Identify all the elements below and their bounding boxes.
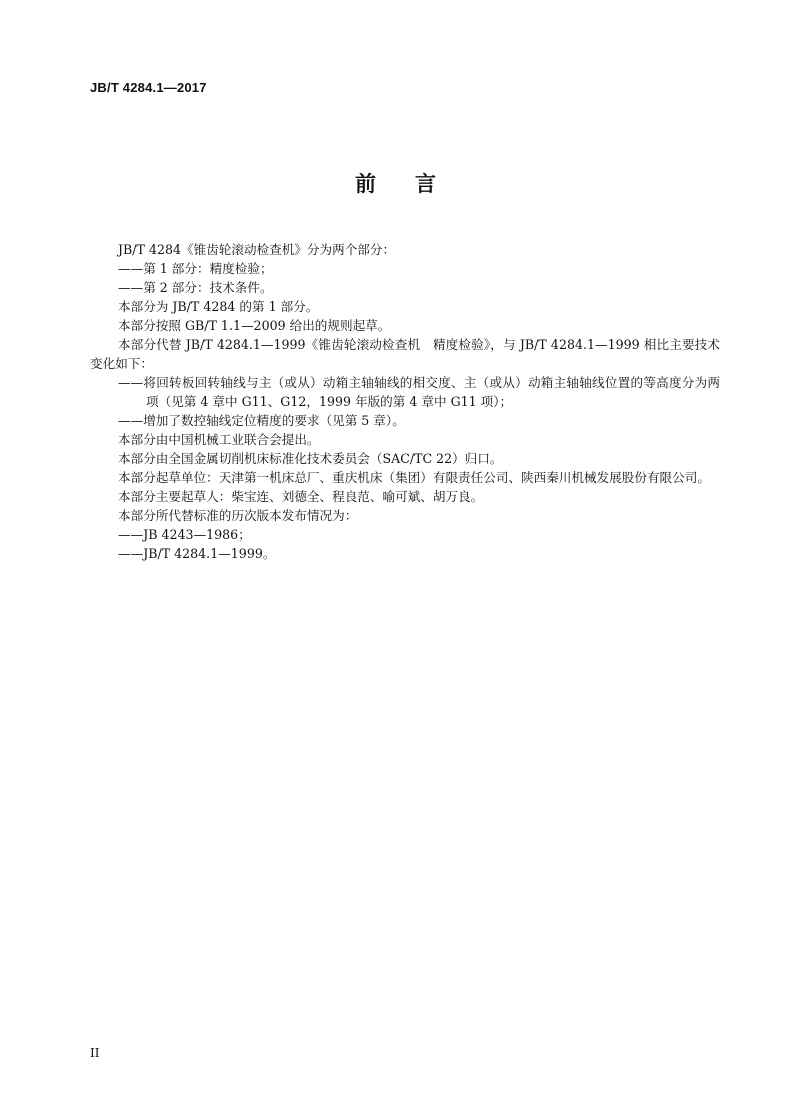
paragraph-drafting-rules: 本部分按照 GB/T 1.1—2009 给出的规则起草。	[118, 318, 391, 333]
paragraph-parts-intro: JB/T 4284《锥齿轮滚动检查机》分为两个部分：	[118, 242, 396, 257]
list-item-change2: ——增加了数控轴线定位精度的要求（见第 5 章）。	[118, 413, 405, 428]
page-title	[0, 168, 792, 198]
paragraph-proposed-by: 本部分由中国机械工业联合会提出。	[118, 432, 320, 447]
page-number: II	[90, 1046, 100, 1060]
paragraph-drafting-units: 本部分起草单位：天津第一机床总厂、重庆机床（集团）有限责任公司、陕西秦川机械发展股份有限公司。	[118, 470, 710, 485]
list-item-edition1: ——JB 4243—1986；	[118, 527, 251, 542]
title-char-1: 前	[355, 172, 377, 196]
paragraph-part-of: 本部分为 JB/T 4284 的第 1 部分。	[118, 299, 319, 314]
paragraph-drafters: 本部分主要起草人：柴宝连、刘德全、程良范、喻可斌、胡万良。	[118, 489, 484, 504]
paragraph-previous-editions: 本部分所代替标准的历次版本发布情况为：	[118, 508, 358, 523]
list-item-part1: ——第 1 部分：精度检验；	[118, 261, 273, 276]
list-item-part2: ——第 2 部分：技术条件。	[118, 280, 273, 295]
standard-code: JB/T 4284.1—2017	[90, 80, 207, 95]
list-item-change1: ——将回转板回转轴线与主（或从）动箱主轴轴线的相交度、主（或从）动箱主轴轴线位置的等高度分为两项（见第 4 章中 G11、G12，1999 年版的第 4 章中 G11 项）；	[118, 375, 720, 409]
foreword-body	[90, 240, 720, 563]
paragraph-replaces: 本部分代替 JB/T 4284.1—1999《锥齿轮滚动检查机 精度检验》，与 JB/T 4284.1—1999 相比主要技术变化如下：	[90, 337, 720, 371]
title-char-2: 言	[415, 172, 437, 196]
list-item-edition2: ——JB/T 4284.1—1999。	[118, 546, 276, 561]
paragraph-under-jurisdiction: 本部分由全国金属切削机床标准化技术委员会（SAC/TC 22）归口。	[118, 451, 503, 466]
